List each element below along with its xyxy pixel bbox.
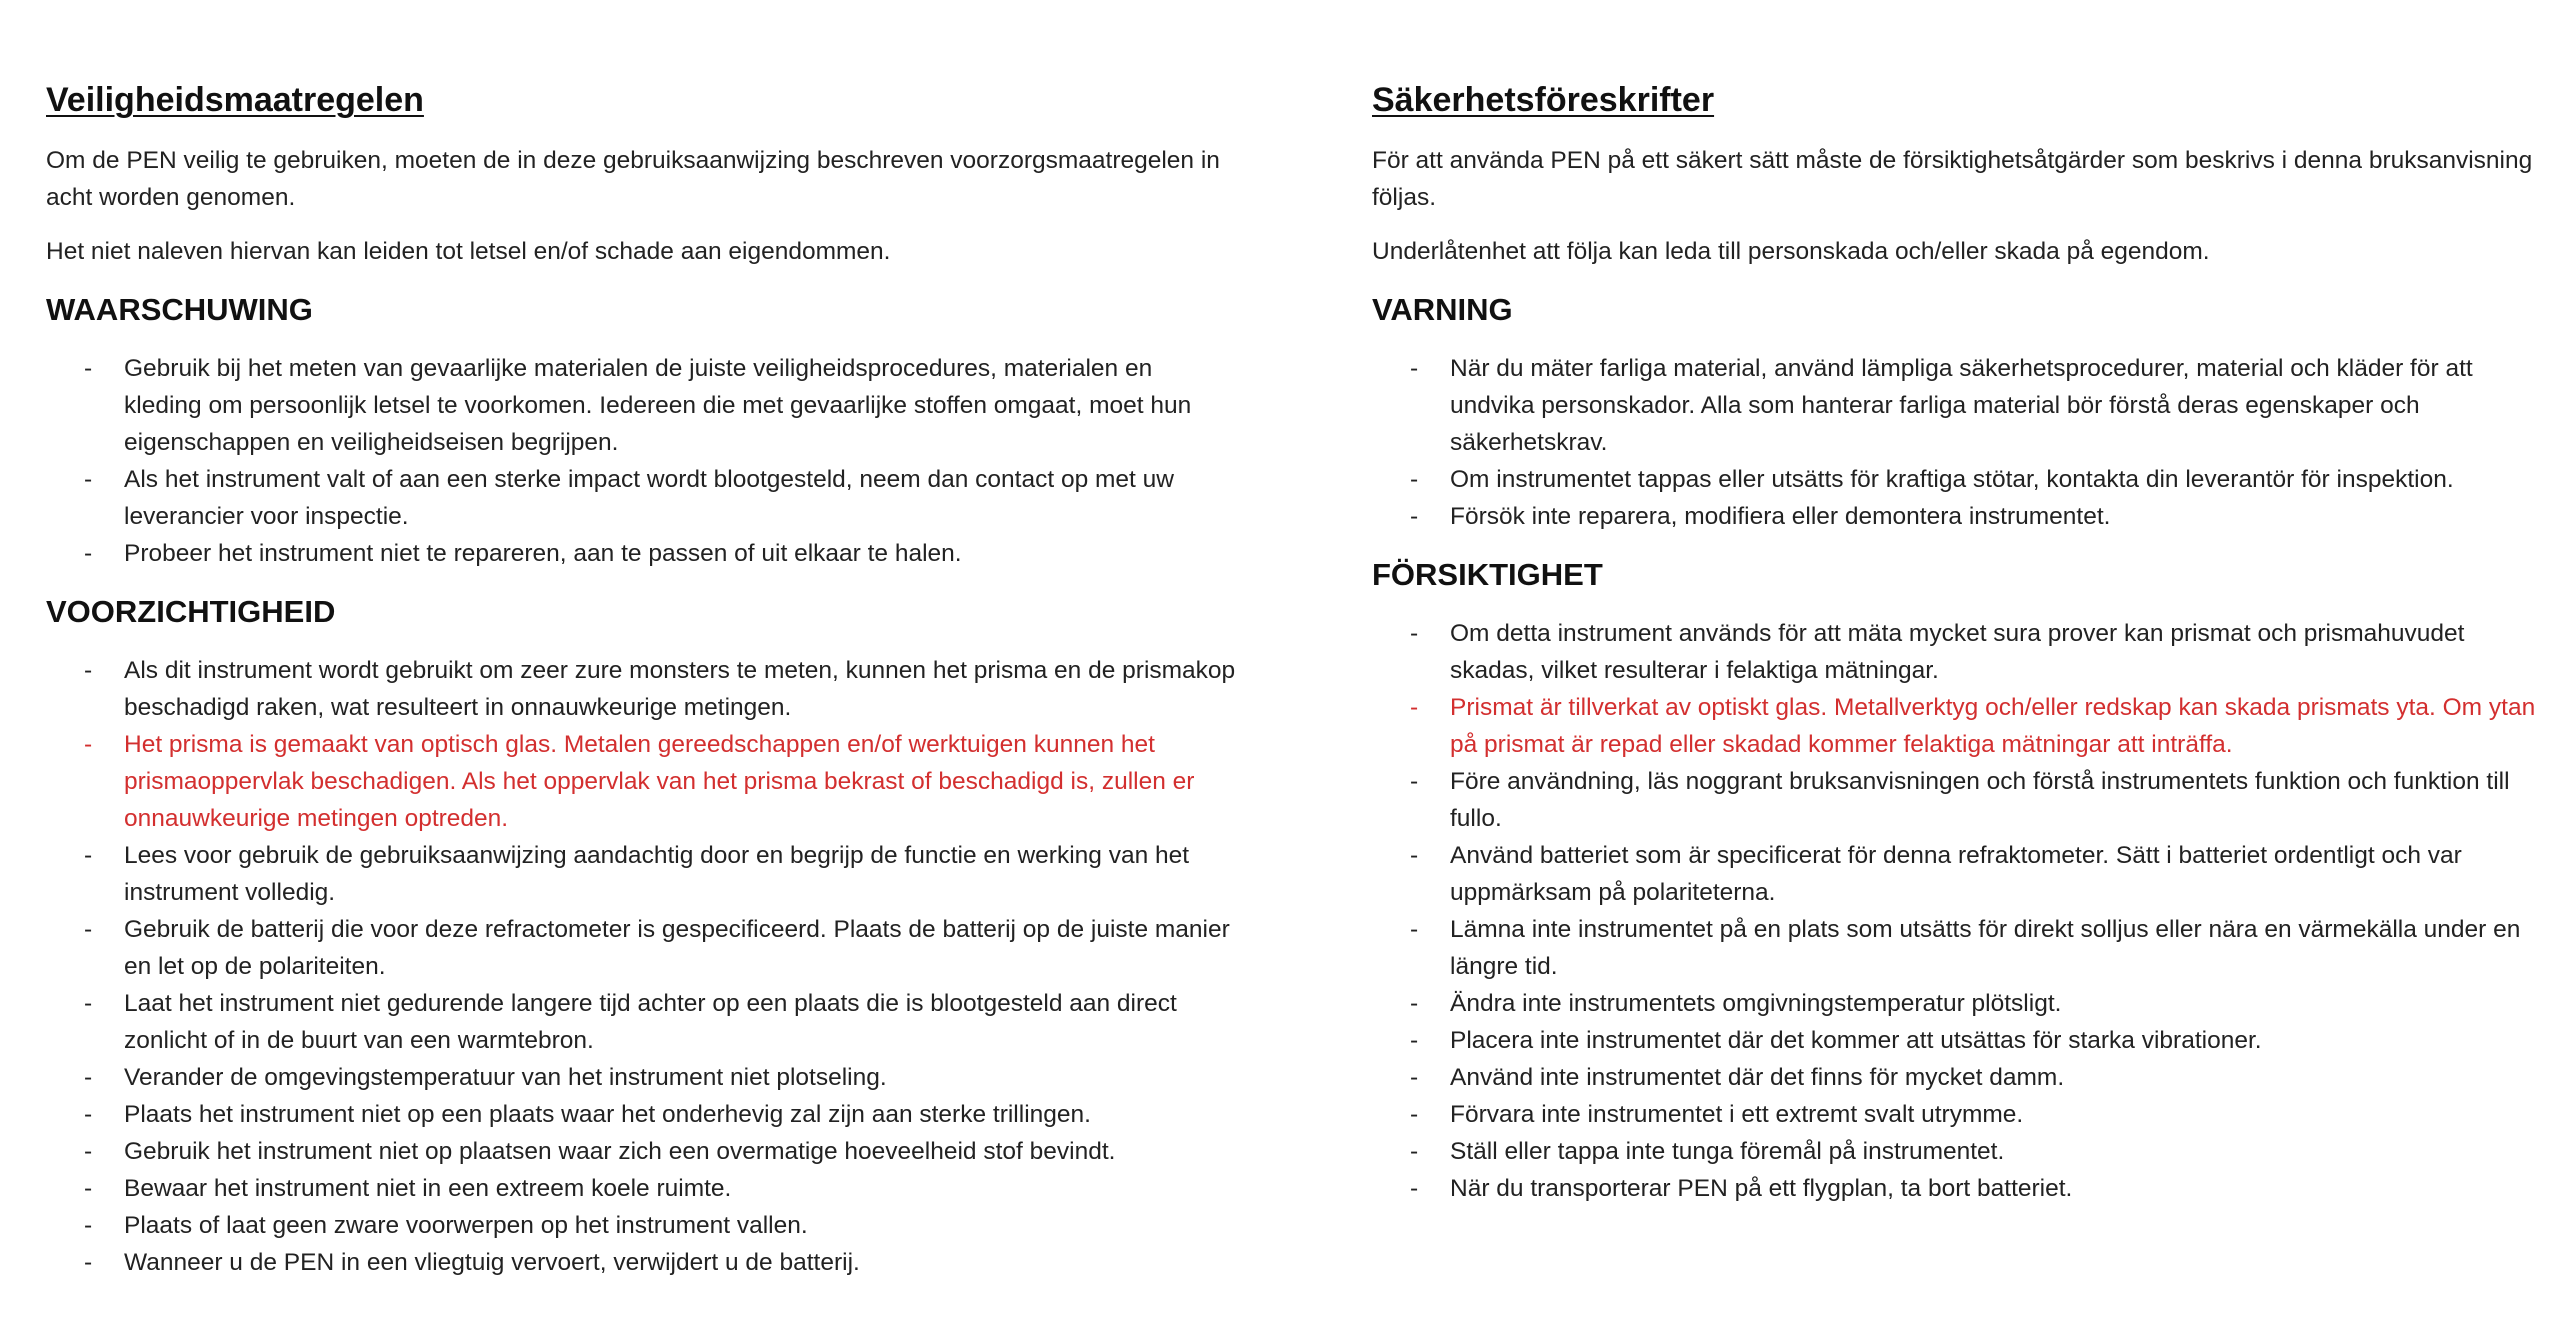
list-item: - När du transporterar PEN på ett flygplan, ta bort batteriet. [1410, 1175, 2073, 1202]
list-item: - Wanneer u de PEN in een vliegtuig vervoert, verwijdert u de batterij. [84, 1249, 860, 1276]
caution-list [1372, 615, 2542, 1207]
list-item: - Laat het instrument niet gedurende langere tijd achter op een plaats die is blootgesteld aan direct zonlicht of in de buurt van een warmtebron. [84, 990, 1177, 1054]
intro-paragraph: Om de PEN veilig te gebruiken, moeten de in deze gebruiksaanwijzing beschreven voorzorgsmaatregelen in acht worden genomen. [46, 147, 1220, 211]
highlighted-list-item: - Prismat är tillverkat av optiskt glas. Metallverktyg och/eller redskap kan skada prismats yta. Om ytan på prismat är repad eller skadad kommer felaktiga mätningar att inträffa. [1410, 694, 2536, 758]
list-item: - Lees voor gebruik de gebruiksaanwijzing aandachtig door en begrijp de functie en werking van het instrument volledig. [84, 842, 1190, 906]
warning-heading: VARNING [1372, 292, 1513, 327]
list-item: - Om detta instrument används för att mäta mycket sura prover kan prismat och prismahuvudet skadas, vilket resulterar i felaktiga mätningar. [1410, 620, 2465, 684]
list-item: - Als het instrument valt of aan een sterke impact wordt blootgesteld, neem dan contact op met uw leverancier voor inspectie. [84, 466, 1174, 530]
warning-list [46, 350, 1236, 572]
list-item: - Gebruik bij het meten van gevaarlijke materialen de juiste veiligheidsprocedures, materialen en kleding om persoonlijk letsel te voorkomen. Iedereen die met gevaarlijke stoffen omgaat, moet hun eigenschappen en veiligheidseisen begrijpen. [84, 355, 1192, 456]
warning-list [1372, 350, 2542, 535]
list-item: - Verander de omgevingstemperatuur van het instrument niet plotseling. [84, 1064, 887, 1091]
intro-paragraph: Het niet naleven hiervan kan leiden tot letsel en/of schade aan eigendommen. [46, 238, 891, 265]
dutch-column [46, 78, 1236, 1299]
list-item: - Före användning, läs noggrant bruksanvisningen och förstå instrumentets funktion och funktion till fullo. [1410, 768, 2510, 832]
list-item: - Använd batteriet som är specificerat för denna refraktometer. Sätt i batteriet ordentligt och var uppmärksam på polariteterna. [1410, 842, 2462, 906]
highlighted-list-item: - Het prisma is gemaakt van optisch glas. Metalen gereedschappen en/of werktuigen kunnen het prismaoppervlak beschadigen. Als het oppervlak van het prisma bekrast of beschadigd is, zullen er onnauwkeurige metingen optreden. [84, 731, 1195, 832]
warning-heading: WAARSCHUWING [46, 292, 313, 327]
list-item: - Plaats het instrument niet op een plaats waar het onderhevig zal zijn aan sterke trillingen. [84, 1101, 1091, 1128]
page-title: Veiligheidsmaatregelen [46, 81, 424, 119]
caution-heading: VOORZICHTIGHEID [46, 594, 336, 629]
list-item: - Ställ eller tappa inte tunga föremål på instrumentet. [1410, 1138, 2005, 1165]
list-item: - Försök inte reparera, modifiera eller demontera instrumentet. [1410, 503, 2111, 530]
list-item: - Lämna inte instrumentet på en plats som utsätts för direkt solljus eller nära en värmekälla under en längre tid. [1410, 916, 2521, 980]
list-item: - Als dit instrument wordt gebruikt om zeer zure monsters te meten, kunnen het prisma en de prismakop beschadigd raken, wat resulteert in onnauwkeurige metingen. [84, 657, 1236, 721]
intro-paragraph: Underlåtenhet att följa kan leda till personskada och/eller skada på egendom. [1372, 238, 2210, 265]
list-item: - Plaats of laat geen zware voorwerpen op het instrument vallen. [84, 1212, 808, 1239]
list-item: - Använd inte instrumentet där det finns för mycket damm. [1410, 1064, 2065, 1091]
list-item: - Om instrumentet tappas eller utsätts för kraftiga stötar, kontakta din leverantör för inspektion. [1410, 466, 2454, 493]
list-item: - Förvara inte instrumentet i ett extremt svalt utrymme. [1410, 1101, 2024, 1128]
swedish-column [1372, 78, 2542, 1225]
list-item: - Probeer het instrument niet te repareren, aan te passen of uit elkaar te halen. [84, 540, 962, 567]
caution-heading: FÖRSIKTIGHET [1372, 557, 1603, 592]
list-item: - Gebruik het instrument niet op plaatsen waar zich een overmatige hoeveelheid stof bevindt. [84, 1138, 1116, 1165]
caution-list [46, 652, 1236, 1281]
list-item: - Placera inte instrumentet där det kommer att utsättas för starka vibrationer. [1410, 1027, 2262, 1054]
list-item: - Gebruik de batterij die voor deze refractometer is gespecificeerd. Plaats de batterij op de juiste manier en let op de polariteiten. [84, 916, 1230, 980]
list-item: - Ändra inte instrumentets omgivningstemperatur plötsligt. [1410, 990, 2062, 1017]
page-title: Säkerhetsföreskrifter [1372, 81, 1715, 119]
intro-paragraph: För att använda PEN på ett säkert sätt måste de försiktighetsåtgärder som beskrivs i denna bruksanvisning följas. [1372, 147, 2533, 211]
list-item: - När du mäter farliga material, använd lämpliga säkerhetsprocedurer, material och kläder för att undvika personskador. Alla som hanterar farliga material bör förstå deras egenskaper och säkerhetskrav. [1410, 355, 2473, 456]
list-item: - Bewaar het instrument niet in een extreem koele ruimte. [84, 1175, 732, 1202]
